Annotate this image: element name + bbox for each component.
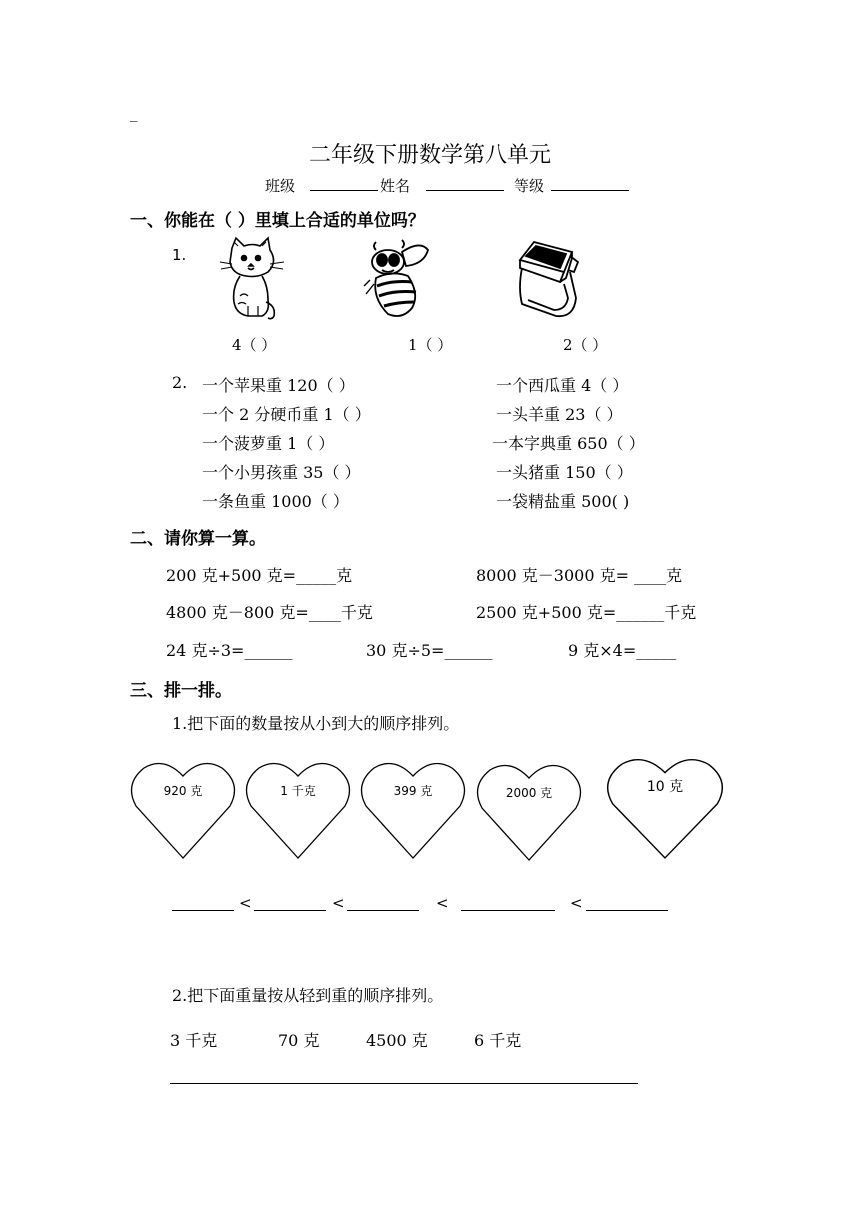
less-than-2: < [332, 894, 345, 912]
heart-2-label: 1 千克 [280, 784, 316, 798]
calc-2: 8000 克－3000 克= ____克 [476, 566, 683, 585]
weight-4: 6 千克 [474, 1031, 522, 1050]
grade-label: 等级 [514, 177, 545, 195]
heart-3-label: 399 克 [393, 784, 433, 798]
calc-4: 2500 克+500 克=______千克 [476, 603, 697, 622]
q2-number: 2. [172, 373, 188, 392]
page-title: 二年级下册数学第八单元 [308, 143, 551, 168]
q2-right-4: 一头猪重 150（ ） [496, 463, 633, 482]
less-than-1: < [239, 894, 252, 912]
sort-blank-3[interactable] [347, 910, 419, 911]
heart-4 [476, 762, 582, 862]
bee-answer: 1（ ） [408, 336, 453, 354]
q2-right-5: 一袋精盐重 500( ) [496, 492, 630, 511]
sort-answer-line[interactable] [170, 1083, 638, 1084]
less-than-3: < [436, 894, 449, 912]
section-1-heading: 一、你能在（ ）里填上合适的单位吗？ [130, 211, 425, 231]
q2-right-3: 一本字典重 650（ ） [492, 434, 645, 453]
calc-5: 24 克÷3=______ [166, 641, 293, 660]
sort-blank-5[interactable] [586, 910, 668, 911]
cat-answer: 4（ ） [232, 336, 277, 354]
bee-icon [362, 238, 434, 322]
weight-3: 4500 克 [366, 1031, 428, 1050]
heart-1 [130, 760, 236, 860]
cat-icon [218, 236, 288, 320]
sort-blank-4[interactable] [461, 910, 555, 911]
q2-right-1: 一个西瓜重 4（ ） [496, 376, 629, 395]
q2-left-4: 一个小男孩重 35（ ） [202, 463, 361, 482]
q2-left-2: 一个 2 分硬币重 1（ ） [202, 405, 371, 424]
class-blank[interactable] [310, 190, 378, 191]
weight-2: 70 克 [278, 1031, 320, 1050]
stapler-answer: 2（ ） [563, 336, 608, 354]
name-label: 姓名 [380, 177, 411, 195]
heart-4-label: 2000 克 [505, 786, 553, 800]
sort-blank-1[interactable] [172, 910, 234, 911]
corner-mark: _ [130, 104, 138, 122]
sort-blank-2[interactable] [254, 910, 326, 911]
calc-1: 200 克+500 克=_____克 [166, 566, 353, 585]
stapler-icon [512, 238, 584, 320]
grade-blank[interactable] [551, 190, 629, 191]
calc-3: 4800 克－800 克=____千克 [166, 603, 373, 622]
q2-left-1: 一个苹果重 120（ ） [202, 376, 355, 395]
heart-5-label: 10 克 [646, 779, 684, 795]
heart-2 [245, 760, 351, 860]
q2-right-2: 一头羊重 23（ ） [496, 405, 623, 424]
name-blank[interactable] [426, 190, 504, 191]
heart-3 [360, 760, 466, 860]
section-2-heading: 二、请你算一算。 [130, 529, 266, 549]
heart-1-label: 920 克 [163, 784, 203, 798]
less-than-4: < [570, 894, 583, 912]
q1-number: 1. [172, 246, 187, 264]
calc-6: 30 克÷5=______ [366, 641, 493, 660]
heart-5 [606, 756, 724, 860]
calc-7: 9 克×4=_____ [568, 641, 677, 660]
sort-q1: 1.把下面的数量按从小到大的顺序排列。 [172, 714, 460, 733]
q2-left-3: 一个菠萝重 1（ ） [202, 434, 335, 453]
class-label: 班级 [265, 177, 296, 195]
sort-q2: 2.把下面重量按从轻到重的顺序排列。 [172, 986, 444, 1005]
section-3-heading: 三、排一排。 [130, 681, 232, 701]
weight-1: 3 千克 [170, 1031, 218, 1050]
q2-left-5: 一条鱼重 1000（ ） [202, 492, 349, 511]
